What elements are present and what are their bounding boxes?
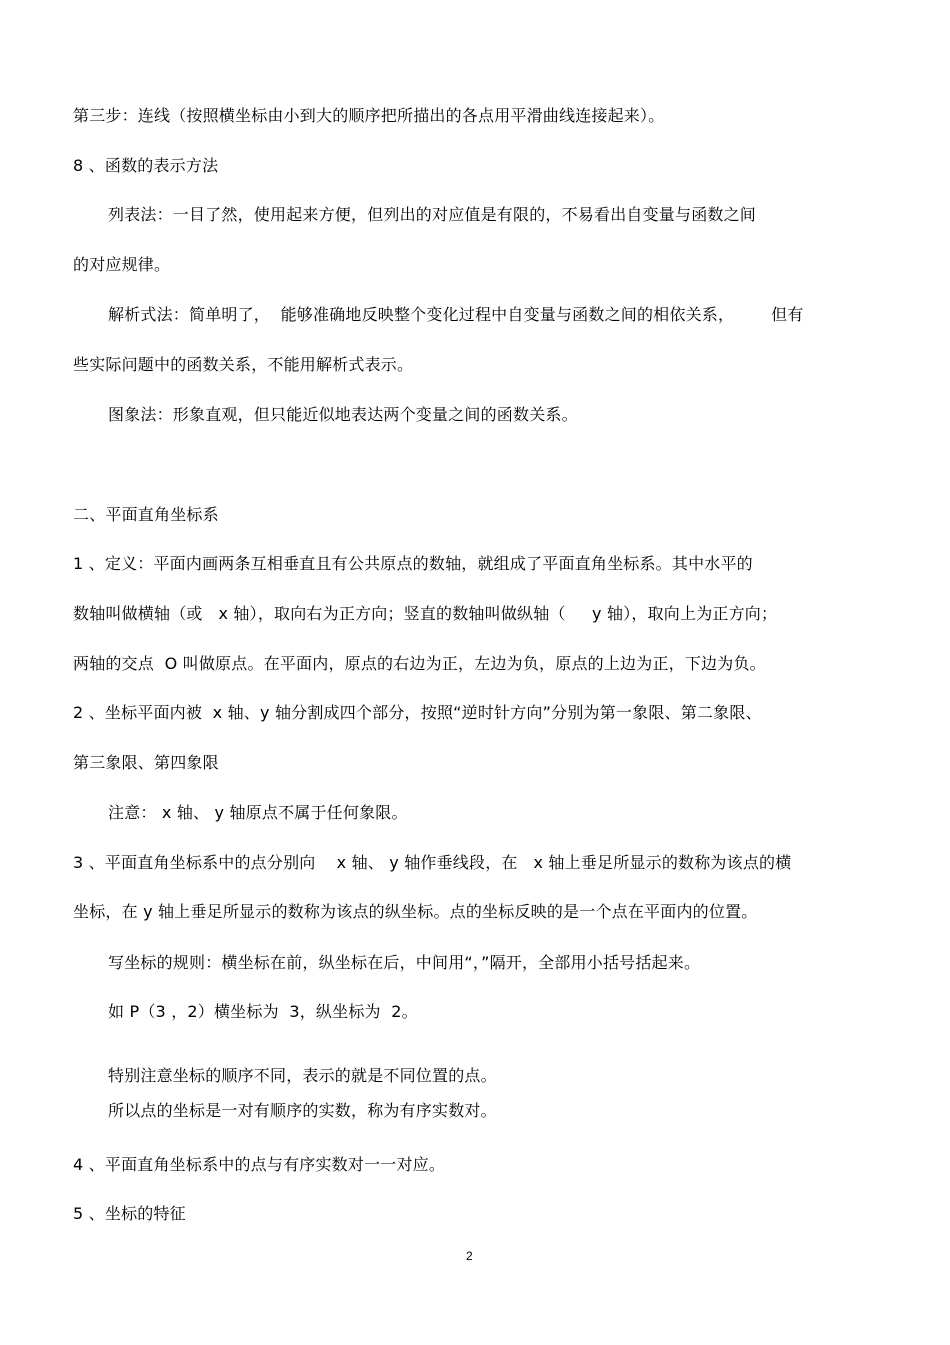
axis-note: 注意： x 轴、 y 轴原点不属于任何象限。 <box>108 803 408 822</box>
quadrant-paragraph-line-1: 2 、坐标平面内被 x 轴、y 轴分割成四个部分，按照“逆时针方向”分别为第一象限、第二象限、 <box>73 703 762 722</box>
list-method-paragraph-line-2: 的对应规律。 <box>73 255 171 274</box>
coordinate-paragraph-line-2: 坐标，在 y 轴上垂足所显示的数称为该点的纵坐标。点的坐标反映的是一个点在平面内的位置。 <box>73 902 758 921</box>
coordinate-features-heading: 5 、坐标的特征 <box>73 1204 186 1223</box>
one-to-one-statement: 4 、平面直角坐标系中的点与有序实数对一一对应。 <box>73 1155 446 1174</box>
section-8-heading: 8 、函数的表示方法 <box>73 156 219 175</box>
graph-method-paragraph: 图象法：形象直观，但只能近似地表达两个变量之间的函数关系。 <box>108 405 578 424</box>
definition-paragraph-line-2: 数轴叫做横轴（或 x 轴），取向右为正方向；竖直的数轴叫做纵轴（ y 轴），取向上为正方向； <box>73 604 778 623</box>
coordinate-example: 如 P（3 ，2）横坐标为 3，纵坐标为 2。 <box>108 1002 418 1021</box>
analytic-method-paragraph-line-2: 些实际问题中的函数关系，不能用解析式表示。 <box>73 355 414 374</box>
order-note-line-1: 特别注意坐标的顺序不同，表示的就是不同位置的点。 <box>108 1066 497 1085</box>
step-three-line: 第三步：连线（按照横坐标由小到大的顺序把所描出的各点用平滑曲线连接起来）。 <box>73 106 665 125</box>
page-number: 2 <box>466 1249 473 1263</box>
definition-paragraph-line-1: 1 、定义：平面内画两条互相垂直且有公共原点的数轴，就组成了平面直角坐标系。其中水平的 <box>73 554 753 573</box>
definition-paragraph-line-3: 两轴的交点 O 叫做原点。在平面内，原点的右边为正，左边为负，原点的上边为正，下边为负。 <box>73 654 766 673</box>
coordinate-paragraph-line-1: 3 、平面直角坐标系中的点分别向 x 轴、 y 轴作垂线段，在 x 轴上垂足所显示的数称为该点的横 <box>73 853 792 872</box>
analytic-method-paragraph-line-1: 解析式法：简单明了， 能够准确地反映整个变化过程中自变量与函数之间的相依关系， 但有 <box>108 305 804 324</box>
coordinate-rule: 写坐标的规则：横坐标在前，纵坐标在后，中间用“，”隔开，全部用小括号括起来。 <box>108 953 701 972</box>
quadrant-paragraph-line-2: 第三象限、第四象限 <box>73 753 219 772</box>
order-note-line-2: 所以点的坐标是一对有顺序的实数，称为有序实数对。 <box>108 1101 497 1120</box>
list-method-paragraph-line-1: 列表法：一目了然，使用起来方便，但列出的对应值是有限的，不易看出自变量与函数之间 <box>108 205 757 224</box>
section-two-heading: 二、平面直角坐标系 <box>73 505 219 524</box>
